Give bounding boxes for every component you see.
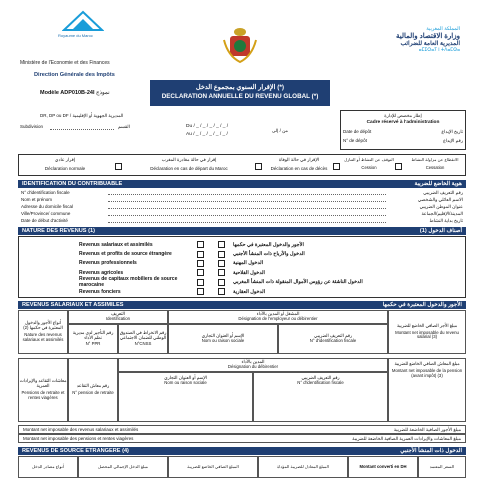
col-if xyxy=(278,324,388,354)
salaries-title-fr: REVENUS SALARIAUX ET ASSIMILES xyxy=(22,302,124,308)
col-nature-fr: Nature des revenus salariaux et assimilés xyxy=(22,332,64,342)
ident-label-fr: Date de début d'activité xyxy=(21,218,68,223)
type-4-ar: الانقطاع عن مزاولة النشاط xyxy=(411,157,459,162)
foreign-col-3 xyxy=(168,456,258,478)
type-3-ar: التوقف عن النشاط أو التنازل xyxy=(344,157,394,162)
nature-checkbox-ar[interactable] xyxy=(218,269,225,276)
ident-label-fr: Nom et prénom xyxy=(21,197,53,202)
nature-row xyxy=(19,278,465,287)
ident-row xyxy=(18,203,466,210)
pension-col-deb-fr: Désignation du débirentier xyxy=(227,364,279,369)
dgi-emblem-icon xyxy=(62,10,104,32)
type-3-fr: Cession xyxy=(361,165,377,170)
ident-row xyxy=(18,217,466,224)
nature-checkbox[interactable] xyxy=(197,251,204,258)
identification-header xyxy=(18,180,466,188)
foreign-col-1-ar: أنواع مصادر الدخل xyxy=(32,463,64,469)
type-1-fr: Déclaration en cas de départ du Maroc xyxy=(150,166,228,171)
admin-box-fr: Cadre réservé à l'administration xyxy=(366,120,440,125)
col-name-ar: الإسم أو العنوان التجاري xyxy=(201,333,245,339)
pension-col-amount-ar: مبلغ المعاش الصافي الخاضع للضريبة xyxy=(394,361,460,366)
ident-field[interactable] xyxy=(108,205,386,209)
type-normal-checkbox[interactable] xyxy=(115,163,122,170)
pension-col-num xyxy=(68,358,118,422)
pension-col-name-fr: Nom ou raison sociale xyxy=(164,379,207,385)
col-amount-fr: Montant net imposable du revenu salarial (3) xyxy=(395,329,459,340)
identification-title-fr: IDENTIFICATION DU CONTRIBUABLE xyxy=(22,181,123,187)
type-death-checkbox[interactable] xyxy=(333,163,340,170)
foreign-title-ar: الدخول ذات المنشأ الأجنبي xyxy=(400,448,462,454)
period-ar: من / إلى xyxy=(272,128,288,133)
pension-col-nature-fr: Pensions de retraite et rentes viagères xyxy=(21,390,65,400)
subdivision-ar: القسم xyxy=(118,124,130,129)
nature-label-ar: الدخول الناشئة عن رؤوس الأموال المنقولة ذات المنشأ المغربي xyxy=(233,279,363,286)
ident-label-fr: N° d'identification fiscale xyxy=(21,190,70,195)
nature-label-fr: Revenus salariaux et assimilés xyxy=(79,241,153,248)
nature-row xyxy=(19,249,465,258)
nature-checkbox-ar[interactable] xyxy=(218,260,225,267)
type-0-ar: إقرار عادي xyxy=(54,157,76,162)
nature-label-ar: الدخول الفلاحية xyxy=(233,269,265,276)
ministry-name: Ministère de l'Economie et des Finances xyxy=(20,60,110,66)
ident-label-fr: Ville/Province/ commune xyxy=(21,211,71,216)
pension-col-amount xyxy=(388,358,466,422)
ident-row xyxy=(18,210,466,217)
nature-checkbox-ar[interactable] xyxy=(218,279,225,286)
nature-row xyxy=(19,259,465,268)
type-2-ar: الإقرار في حالة الوفاة xyxy=(278,157,320,162)
ident-field[interactable] xyxy=(108,212,386,216)
ident-label-ar: الاسم العائلي والشخصي xyxy=(417,196,463,202)
nature-label-fr: Revenus de capitaux mobiliers de source marocaine xyxy=(79,276,178,289)
col-ppr xyxy=(68,324,118,354)
col-name-fr: Nom ou raison sociale xyxy=(201,338,245,343)
salaries-header xyxy=(18,301,466,309)
foreign-col-5-fr: Montant converti en DH xyxy=(359,463,407,469)
pension-col-if xyxy=(253,372,388,422)
type-2-fr: Déclaration en cas de décès xyxy=(270,166,328,171)
depot-num-label: N° de dépôt xyxy=(343,138,367,143)
nature-row xyxy=(19,287,465,296)
ident-label-ar: رقم التعريف الضريبي xyxy=(423,189,463,195)
nature-label-fr: Revenus fonciers xyxy=(79,288,121,295)
admin-box xyxy=(340,110,466,150)
type-0-fr: Déclaration normale xyxy=(44,166,86,171)
model-fr: Modèle ADP010B-24I xyxy=(40,90,95,96)
dgi-name: Direction Générale des Impôts xyxy=(34,72,115,78)
ident-field[interactable] xyxy=(108,191,386,195)
nature-checkbox[interactable] xyxy=(197,260,204,267)
nature-checkbox[interactable] xyxy=(197,269,204,276)
foreign-title-fr: REVENUS DE SOURCE ETRANGERE (4) xyxy=(22,448,129,454)
pension-col-deb xyxy=(118,358,388,372)
type-1-ar: إقرار في حالة مغادرة المغرب xyxy=(161,157,217,162)
col-cnss xyxy=(118,324,168,354)
logo-left xyxy=(40,10,130,58)
logo-right xyxy=(350,26,460,53)
col-name xyxy=(168,324,278,354)
nature-checkbox[interactable] xyxy=(197,288,204,295)
totals xyxy=(18,425,466,443)
col-nature xyxy=(18,310,68,354)
col-nature-ar: أنواع الأجور والدخول المعتبرة في حكمها (2) xyxy=(23,320,63,331)
pension-col-num-fr: N° pension de retraite xyxy=(72,390,114,395)
foreign-col-4-ar: المبلغ المعادل للضريبة المؤداة xyxy=(277,463,329,469)
model-ar: نموذج xyxy=(96,90,110,96)
logo-right-ar1: المملكة المغربية xyxy=(426,26,460,32)
logo-left-fr: Royaume du Maroc xyxy=(58,33,93,38)
pension-col-nature-ar: معاشات التقاعد والإيرادات العمرية xyxy=(19,378,67,389)
foreign-col-2 xyxy=(78,456,168,478)
col-ident xyxy=(68,310,168,324)
declaration-types xyxy=(18,154,466,176)
pension-col-nature xyxy=(18,358,68,422)
ident-label-ar: المدينة/الإقليم/الجماعة xyxy=(421,210,463,216)
nature-label-ar: الأجور والدخول المعتبرة في حكمها xyxy=(233,241,304,248)
foreign-col-2-ar: مبلغ الدخل الإجمالي المحصل xyxy=(98,463,148,469)
foreign-header xyxy=(18,447,466,455)
total-salaries-ar: مبلغ الأجور الصافية الخاضعة للضريبة xyxy=(393,426,461,432)
ident-label-ar: تاريخ بداية النشاط xyxy=(429,217,463,223)
total-salaries-row xyxy=(18,425,466,434)
foreign-col-6 xyxy=(418,456,466,478)
nature-header xyxy=(18,227,466,235)
logo-right-ar2: وزارة الاقتصاد والمالية xyxy=(396,33,460,40)
foreign-col-6-ar: السعر المعتمد xyxy=(429,463,455,469)
model-number xyxy=(40,90,110,96)
nature-label-ar: الدخول العقارية xyxy=(233,288,266,295)
period-du[interactable]: Du / _ / _ / _ / _ / _ / xyxy=(186,124,229,129)
foreign-col-4 xyxy=(258,456,348,478)
nature-checkbox-ar[interactable] xyxy=(218,288,225,295)
type-departure-checkbox[interactable] xyxy=(255,163,262,170)
salaries-title-ar: الأجور والدخول المعتبرة في حكمها xyxy=(382,302,462,308)
ident-row xyxy=(18,196,466,203)
total-pensions-fr: Montant net imposable des pensions et rentes viagères xyxy=(23,435,134,441)
col-amount-ar: مبلغ الأجر الصافي الخاضع للضريبة xyxy=(396,322,458,328)
period-au[interactable]: Au / _ / _ / _ / _ / _ / xyxy=(186,132,228,137)
col-if-ar: رقم التعريف الضريبي xyxy=(314,333,352,339)
pension-col-num-ar: رقم معاش التقاعد xyxy=(76,383,110,389)
col-amount xyxy=(388,310,466,354)
total-salaries-fr: Montant net imposable des revenus salariaux et assimilés xyxy=(23,426,139,432)
col-cnss-fr: N°CNSS xyxy=(134,341,152,347)
col-employer-fr: Désignation de l'employeur ou débirentier xyxy=(238,316,318,321)
col-ppr-ar: رقم التأجير لدى مديرية نظم الأداء xyxy=(72,329,114,340)
pensions-table xyxy=(18,358,466,422)
type-cession-checkbox[interactable] xyxy=(395,163,402,170)
nature-checkbox[interactable] xyxy=(197,241,204,248)
logo-right-ar3: المديرية العامة للضرائب xyxy=(400,41,460,47)
pension-col-deb-ar: المدين بالأداء xyxy=(241,359,265,365)
foreign-col-1 xyxy=(18,456,78,478)
admin-box-ar: إطار مخصص للإدارة xyxy=(384,113,422,118)
nature-label-fr: Revenus agricoles xyxy=(79,269,124,276)
title-fr: DECLARATION ANNUELLE DU REVENU GLOBAL (*) xyxy=(161,93,319,100)
nature-label-ar: الدخول المهنية xyxy=(233,260,264,267)
col-employer xyxy=(168,310,388,324)
title-ar: الإقرار السنوي بمجموع الدخل (*) xyxy=(195,84,285,91)
col-cnss-ar: رقم الانخراط في الصندوق الوطني للضمان الاجتماعي xyxy=(119,329,167,340)
nature-title-fr: NATURE DES REVENUS (1) xyxy=(22,228,95,234)
type-4-fr: Cessation xyxy=(425,165,445,170)
pension-col-name-ar: الإسم أو العنوان التجاري xyxy=(164,375,207,380)
identification-title-ar: هوية الخاضع للضريبة xyxy=(414,181,462,187)
nature-checkbox-ar[interactable] xyxy=(218,241,225,248)
pension-col-amount-fr: Montant net imposable de la pension (avant impôt) (3) xyxy=(391,367,463,378)
col-ident-fr: Identification xyxy=(105,316,131,321)
foreign-col-5 xyxy=(348,456,418,478)
nature-title-ar: أصناف الدخول (1) xyxy=(419,228,462,234)
nature-label-ar: الدخول والأرباح ذات المنشأ الأجنبي xyxy=(233,251,305,258)
col-ident-ar: التعريف xyxy=(111,311,125,317)
col-ppr-fr: N° PPR xyxy=(85,341,101,347)
ident-row xyxy=(18,189,466,196)
nature-row xyxy=(19,240,465,249)
subdivision-field[interactable] xyxy=(50,129,114,130)
pension-col-if-fr: N° d'identification fiscale xyxy=(297,379,344,385)
ident-field[interactable] xyxy=(108,198,386,202)
foreign-col-3-ar: المبلغ الصافي الخاضع للضريبة xyxy=(187,463,239,469)
pension-col-name xyxy=(118,372,253,422)
ident-label-ar: عنوان الموطن الضريبي xyxy=(419,203,463,209)
nature-label-fr: Revenus professionnels xyxy=(79,260,137,267)
total-pensions-ar: مبلغ المعاشات والإيرادات العمرية الصافية الخاضعة للضريبة xyxy=(352,435,461,441)
nature-label-fr: Revenus et profits de source étrangère xyxy=(79,251,172,258)
foreign-table xyxy=(18,456,466,478)
depot-num-ar: رقم الإيداع xyxy=(443,138,463,143)
col-if-fr: N° d'identification fiscale xyxy=(309,338,357,343)
nature-list xyxy=(18,236,466,298)
nature-checkbox-ar[interactable] xyxy=(218,251,225,258)
depot-date-ar: تاريخ الإيداع xyxy=(441,129,463,134)
pension-col-if-ar: رقم التعريف الضريبي xyxy=(301,375,340,380)
logo-right-latin: ⴰⵎⵉⵔⴰⵢ ⵏ ⵜⴷⴰⵎⵙⴰ xyxy=(418,47,460,52)
nature-checkbox[interactable] xyxy=(197,279,204,286)
ident-label-fr: Adresse du domicile fiscal xyxy=(21,204,74,209)
salaries-table xyxy=(18,310,466,354)
total-pensions-row xyxy=(18,434,466,443)
identification-rows xyxy=(18,189,466,224)
depot-date-label: Date de dépôt xyxy=(343,129,372,134)
form-title xyxy=(150,80,330,106)
subdivision-label: Subdivision xyxy=(20,124,44,129)
morocco-coat-of-arms-icon xyxy=(222,26,258,64)
dr-label: DR, DP ou DF / المديرية الجهوية أو الإقليمية xyxy=(40,113,124,118)
col-employer-ar: المشغل أو المدين بالأداء xyxy=(256,311,300,317)
ident-field[interactable] xyxy=(108,219,386,223)
